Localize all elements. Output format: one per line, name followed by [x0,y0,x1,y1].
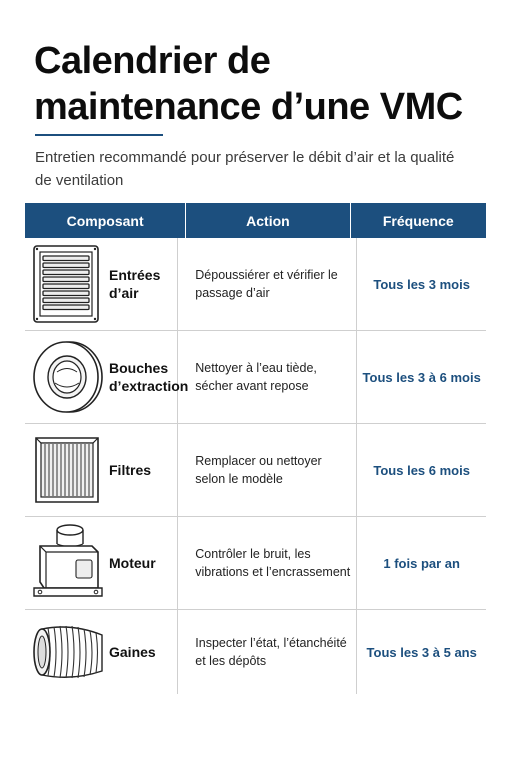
extraction-vent-icon [32,339,104,415]
table-row [25,610,486,694]
column-header-component: Composant [66,212,144,229]
action-cell: Contrôler le bruit, les vibrations et l’encrassement [177,517,357,609]
column-header-action: Action [185,203,349,238]
component-cell [25,424,177,516]
component-name: Moteur [109,555,156,571]
table-row [25,424,486,517]
motor-unit-icon [32,522,106,604]
table-row [25,238,486,331]
maintenance-table [25,203,486,694]
component-name: Entrées d’air [109,267,161,301]
action-cell: Nettoyer à l’eau tiède, sécher avant repose [177,331,357,423]
filter-icon [32,434,102,506]
table-header [25,203,486,238]
component-cell [25,610,177,694]
action-cell: Remplacer ou nettoyer selon le modèle [177,424,357,516]
component-name: Gaines [109,644,156,660]
page-subtitle: Entretien recommandé pour préserver le débit d’air et la qualité de ventilation [35,149,455,189]
column-header-frequency: Fréquence [350,203,486,238]
frequency-cell: Tous les 3 à 6 mois [362,369,481,385]
page-title: Calendrier de maintenance d’une VMC [34,40,463,128]
component-cell [25,238,177,330]
title-underline [35,134,163,136]
action-cell: Inspecter l’état, l’étanchéité et les dépôts [177,610,357,694]
frequency-cell: 1 fois par an [383,555,460,571]
frequency-cell: Tous les 6 mois [373,462,470,478]
table-row [25,517,486,610]
component-name: Bouches d’extraction [109,360,189,394]
flexible-duct-icon [32,621,110,683]
table-row [25,331,486,424]
action-cell: Dépoussiérer et vérifier le passage d’air [177,238,357,330]
frequency-cell: Tous les 3 à 5 ans [366,644,477,660]
air-inlet-grille-icon [32,244,100,324]
component-cell [25,517,177,609]
component-name: Filtres [109,462,152,478]
frequency-cell: Tous les 3 mois [373,276,470,292]
component-cell [25,331,189,423]
